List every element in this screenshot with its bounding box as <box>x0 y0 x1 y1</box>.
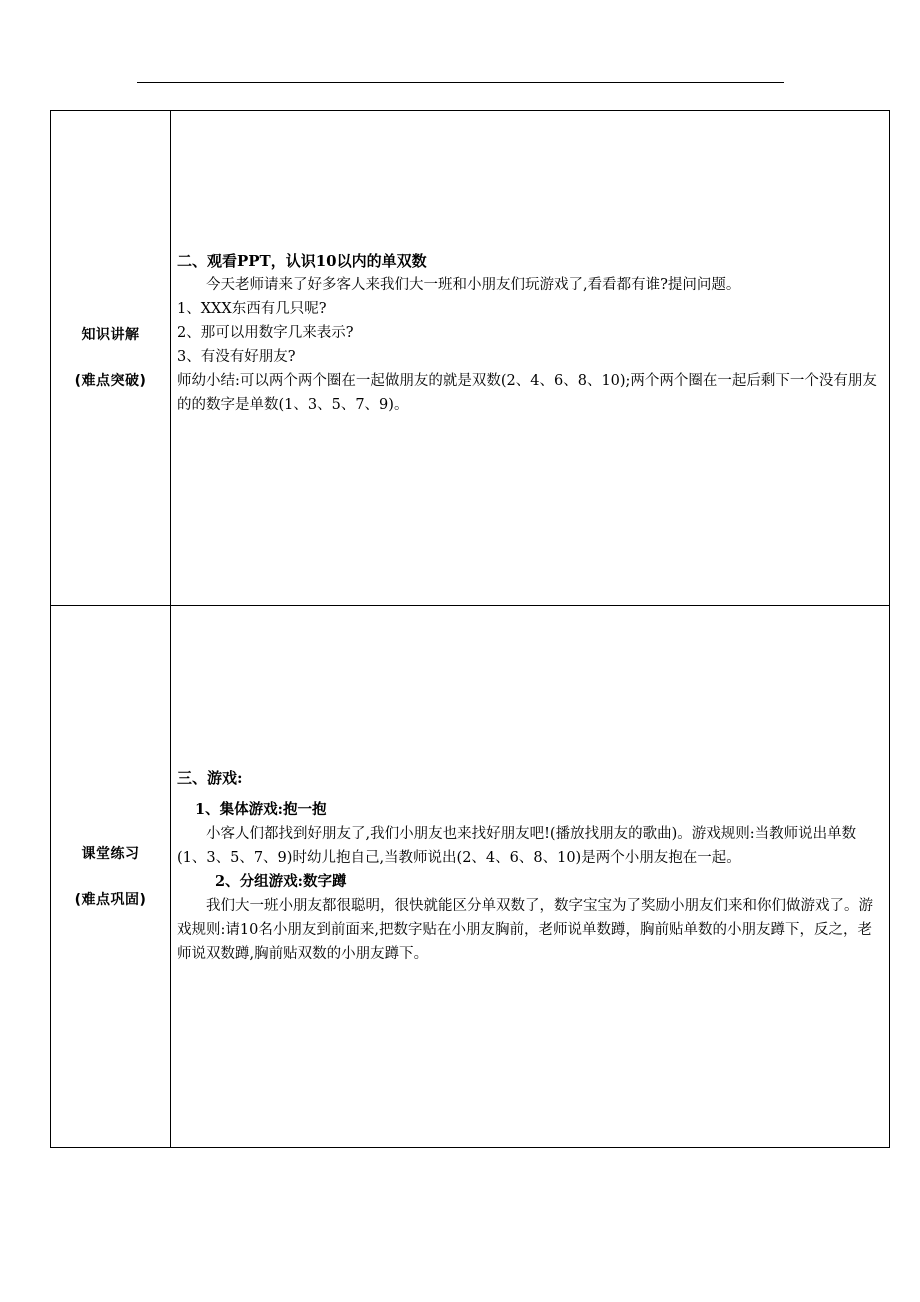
section-heading: 三、游戏: <box>177 769 243 787</box>
section-content <box>177 766 883 966</box>
question-item: 2、那可以用数字几来表示? <box>177 325 354 341</box>
summary-paragraph: 师幼小结:可以两个两个圈在一起做朋友的就是双数(2、4、6、8、10);两个两个圈在一起后剩下一个没有朋友的的数字是单数(1、3、5、7、9)。 <box>177 373 877 413</box>
section-label-cell <box>51 111 171 605</box>
intro-paragraph: 今天老师请来了好多客人来我们大一班和小朋友们玩游戏了,看看都有谁?提问问题。 <box>206 277 741 293</box>
section-content-cell <box>171 111 889 605</box>
game-description: 我们大一班小朋友都很聪明，很快就能区分单双数了，数字宝宝为了奖励小朋友们来和你们做游戏了。游戏规则:请10名小朋友到前面来,把数字贴在小朋友胸前，老师说单数蹲，胸前贴单数的小朋友蹲下，反之，老师说双数蹲,胸前贴双数的小朋友蹲下。 <box>177 898 873 962</box>
section-label-main: 课堂练习 <box>81 845 140 862</box>
section-label-sub: (难点突破) <box>74 373 147 389</box>
section-label-cell <box>51 606 171 1147</box>
game-title: 2、分组游戏:数字蹲 <box>215 873 347 890</box>
section-content <box>177 249 883 417</box>
game-title: 1、集体游戏:抱一抱 <box>195 801 327 818</box>
lesson-plan-table <box>50 110 890 1148</box>
game-description: 小客人们都找到好朋友了,我们小朋友也来找好朋友吧!(播放找朋友的歌曲)。游戏规则:当教师说出单数(1、3、5、7、9)时幼儿抱自己,当教师说出(2、4、6、8、10)是两个小朋友抱在一起。 <box>177 826 857 866</box>
section-heading: 二、观看PPT，认识10以内的单双数 <box>177 252 427 270</box>
section-row-practice <box>51 605 889 1147</box>
question-item: 3、有没有好朋友? <box>177 349 296 365</box>
section-content-cell <box>171 606 889 1147</box>
section-label-sub: (难点巩固) <box>74 891 147 908</box>
section-row-knowledge <box>51 111 889 605</box>
section-label-main: 知识讲解 <box>81 327 140 343</box>
header-rule <box>137 82 784 83</box>
question-item: 1、XXX东西有几只呢? <box>177 301 327 317</box>
